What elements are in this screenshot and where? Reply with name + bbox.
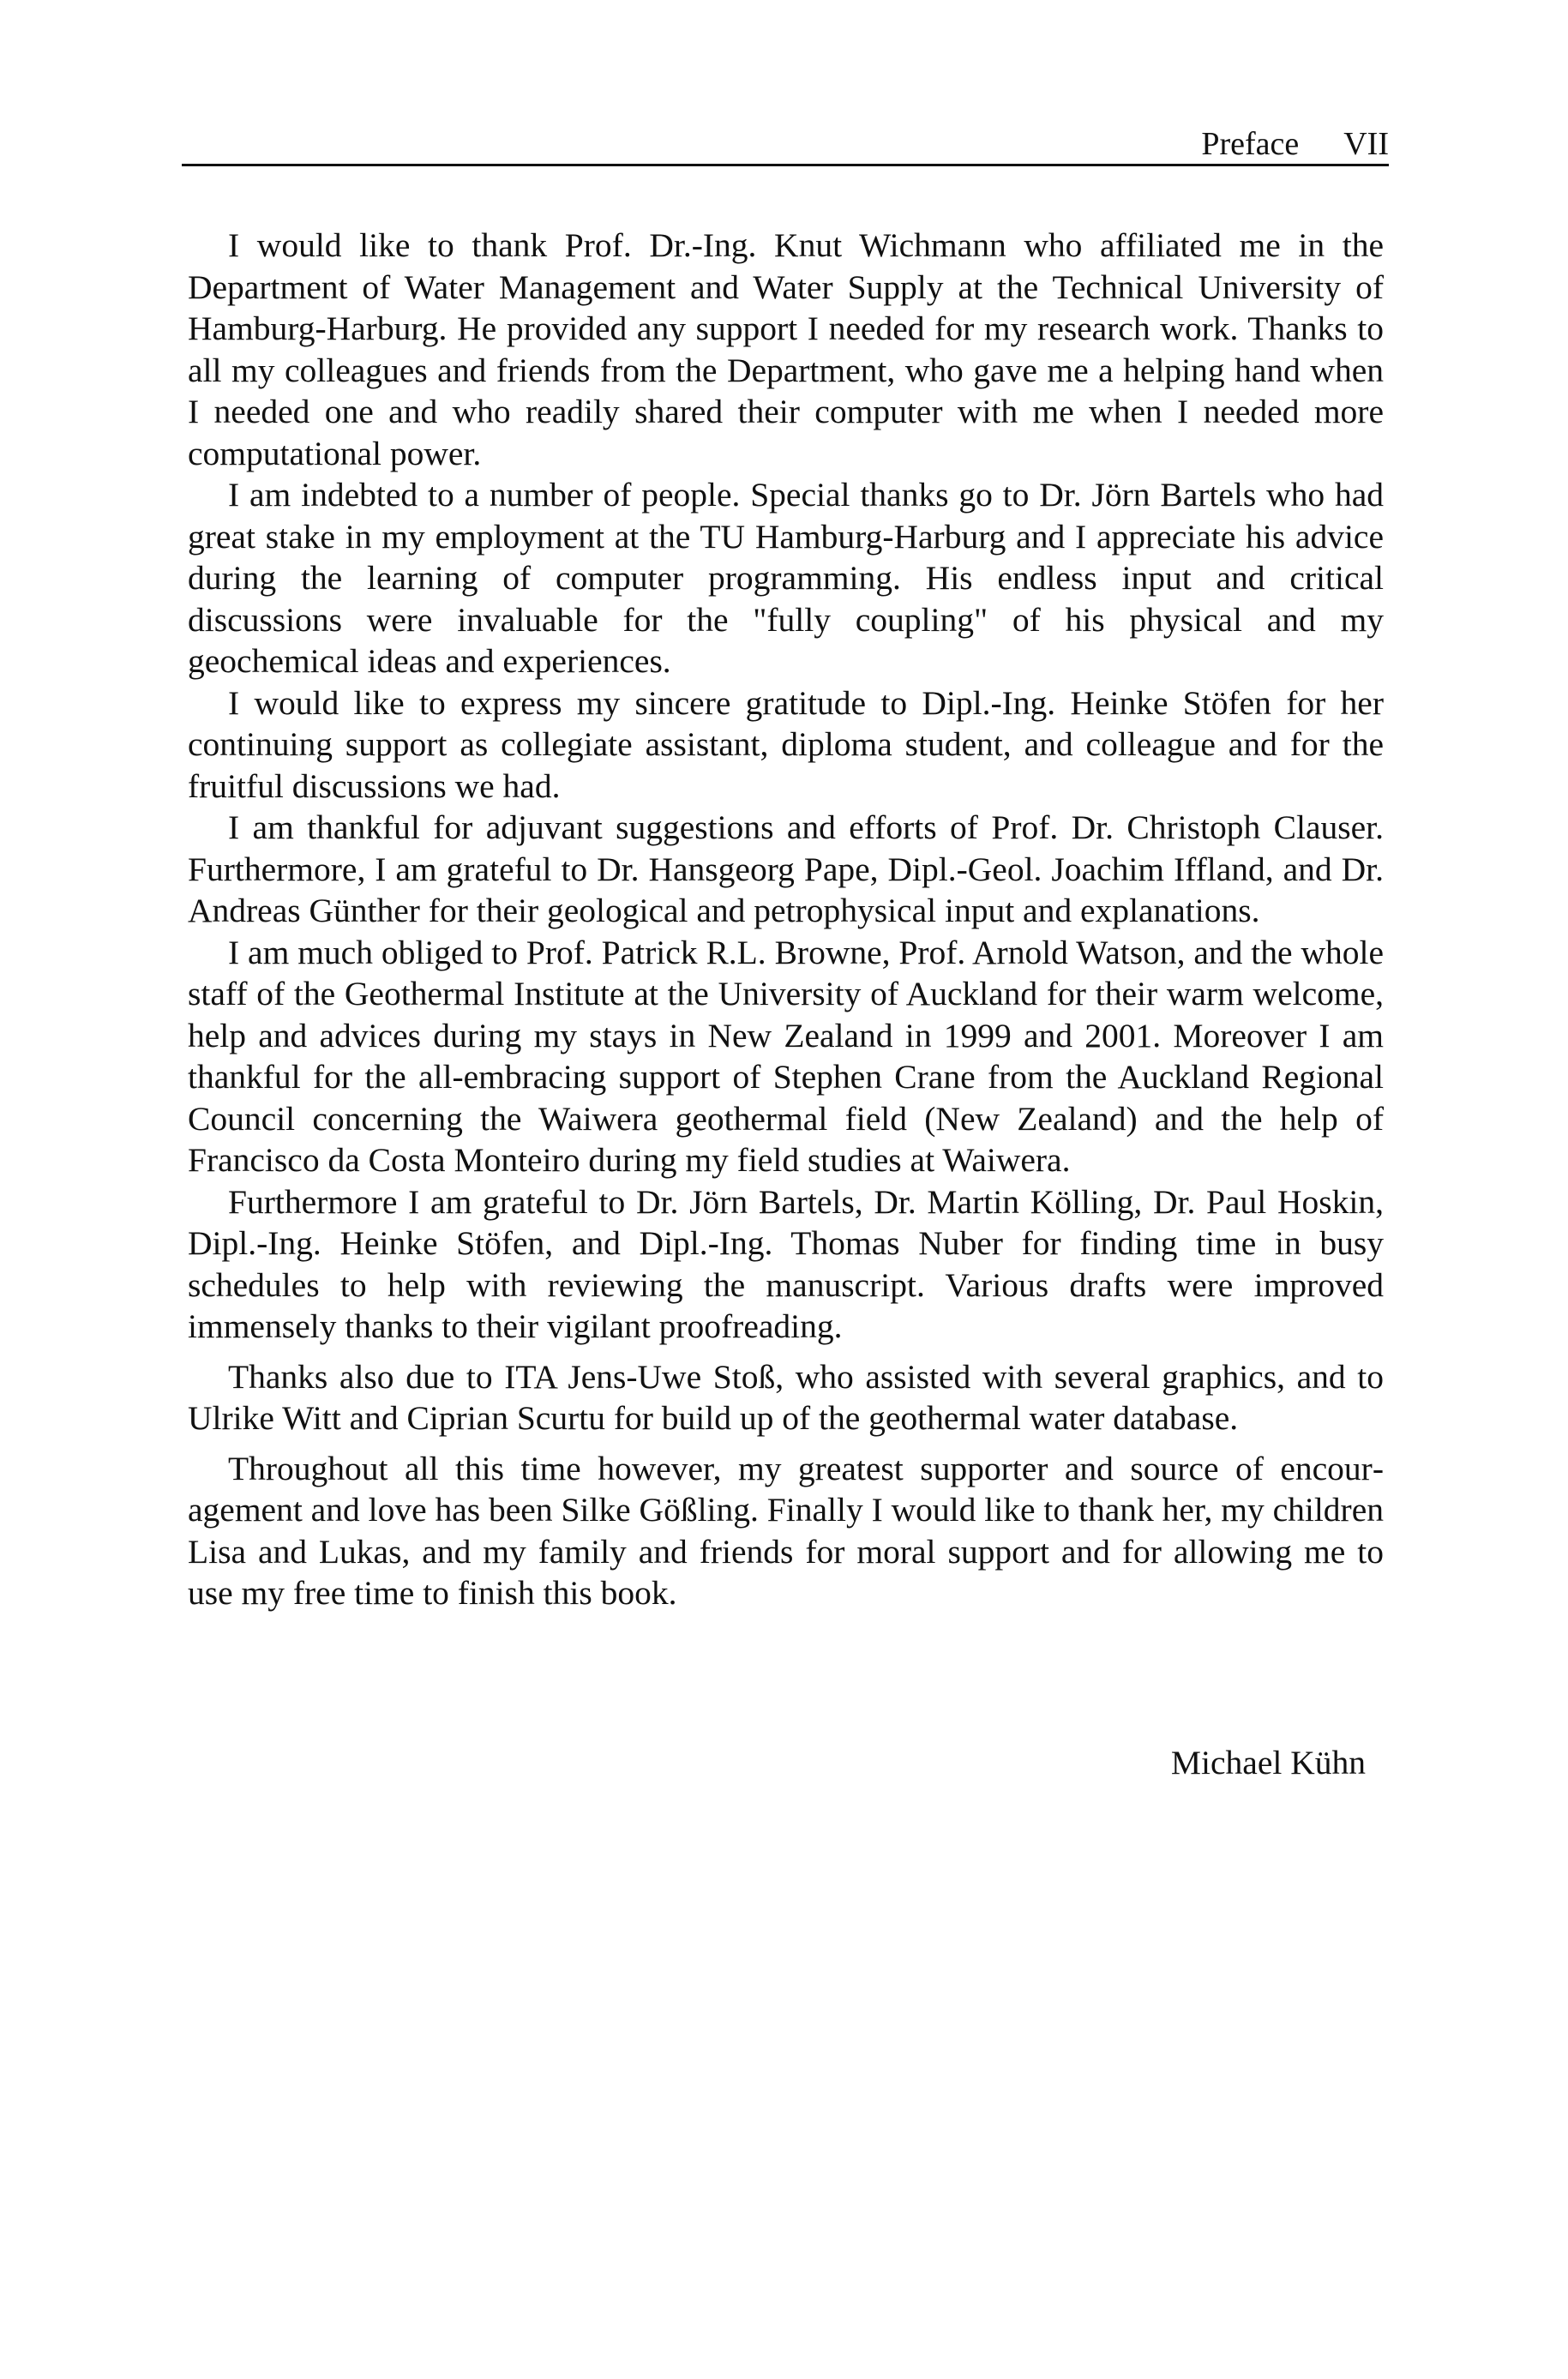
paragraph-3: I would like to express my sincere gratitude to Dipl.-Ing. Heinke Stöfen for her continuing support as collegiate assistant, diploma student, and colleague and for the fruitful discussions we had. (188, 683, 1384, 805)
paragraph-6: Furthermore I am grateful to Dr. Jörn Bartels, Dr. Martin Kölling, Dr. Paul Hoskin, Dipl.-Ing. Heinke Stöfen, and Dipl.-Ing. Thomas Nuber for finding time in busy schedules to help with reviewing the manuscript. Various drafts were improved immensely thanks to their vigilant proofreading. (188, 1182, 1384, 1345)
paragraph-1: I would like to thank Prof. Dr.-Ing. Knut Wichmann who affiliated me in the Department of Water Management and Water Supply at the Technical University of Hamburg-Harburg. He provided any support I needed for my research work. Thanks to all my colleagues and friends from the Department, who gave me a helping hand when I needed one and who readily shared their computer with me when I needed more computational power. (188, 226, 1384, 472)
paragraph-8: Throughout all this time however, my greatest supporter and source of encouragement and love has been Silke Gößling. Finally I would like to thank her, my children Lisa and Lukas, and my family and friends for moral support and for allowing me to use my free time to finish this book. (188, 1449, 1384, 1612)
paragraph-5: I am much obliged to Prof. Patrick R.L. Browne, Prof. Arnold Watson, and the whole staff of the Geothermal Institute at the University of Auckland for their warm welcome, help and advices during my stays in New Zealand in 1999 and 2001. Moreover I am thankful for the all-embracing support of Stephen Crane from the Auckland Regional Council concerning the Waiwera geothermal field (New Zealand) and the help of Francisco da Costa Monteiro during my field studies at Waiwera. (188, 933, 1384, 1179)
paragraph-7: Thanks also due to ITA Jens-Uwe Stoß, who assisted with several graphics, and to Ulrike Witt and Ciprian Scurtu for build up of the geothermal water database. (188, 1357, 1384, 1437)
paragraph-2: I am indebted to a number of people. Special thanks go to Dr. Jörn Bartels who had great stake in my employment at the TU Hamburg-Harburg and I appreciate his advice during the learning of computer programming. His endless input and critical discussions were invaluable for the "fully coupling" of his physical and my geochemical ideas and experiences. (188, 476, 1384, 680)
running-header (182, 118, 1389, 166)
preface-body (188, 225, 1384, 1614)
author-signature: Michael Kühn (1170, 1744, 1366, 1781)
page-number: VII (1343, 126, 1389, 162)
paragraph-4: I am thankful for adjuvant suggestions and efforts of Prof. Dr. Christoph Clauser. Furthermore, I am grateful to Dr. Hansgeorg Pape, Dipl.-Geol. Joachim Iffland, and Dr. Andreas Günther for their geological and petrophysical input and explanations. (188, 808, 1384, 929)
section-title: Preface (1201, 126, 1300, 162)
